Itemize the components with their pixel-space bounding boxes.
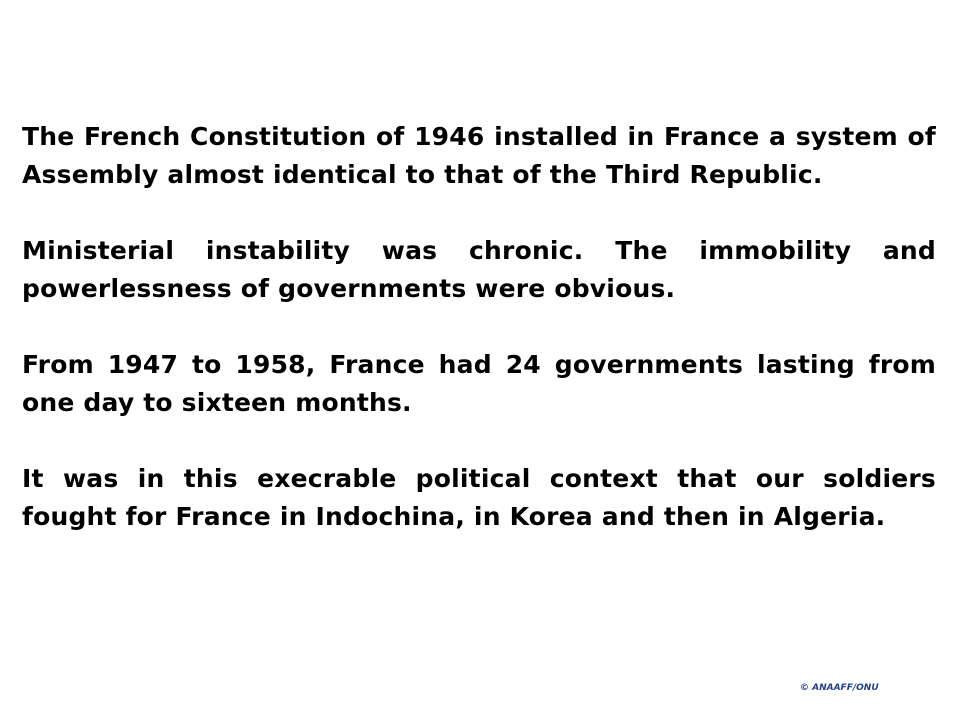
paragraph-constitution-1946: The French Constitution of 1946 installed in France a system of Assembly almost identical to that of the Third Republic. <box>22 122 936 189</box>
paragraph-political-context: It was in this execrable political context that our soldiers fought for France in Indochina, in Korea and then in Algeria. <box>22 464 936 531</box>
copyright-notice: © ANAAFF/ONU <box>800 683 879 693</box>
paragraph-governments-count: From 1947 to 1958, France had 24 governments lasting from one day to sixteen months. <box>22 350 936 417</box>
paragraph-ministerial-instability: Ministerial instability was chronic. The immobility and powerlessness of governments were obvious. <box>22 236 936 303</box>
slide-body <box>22 118 936 536</box>
